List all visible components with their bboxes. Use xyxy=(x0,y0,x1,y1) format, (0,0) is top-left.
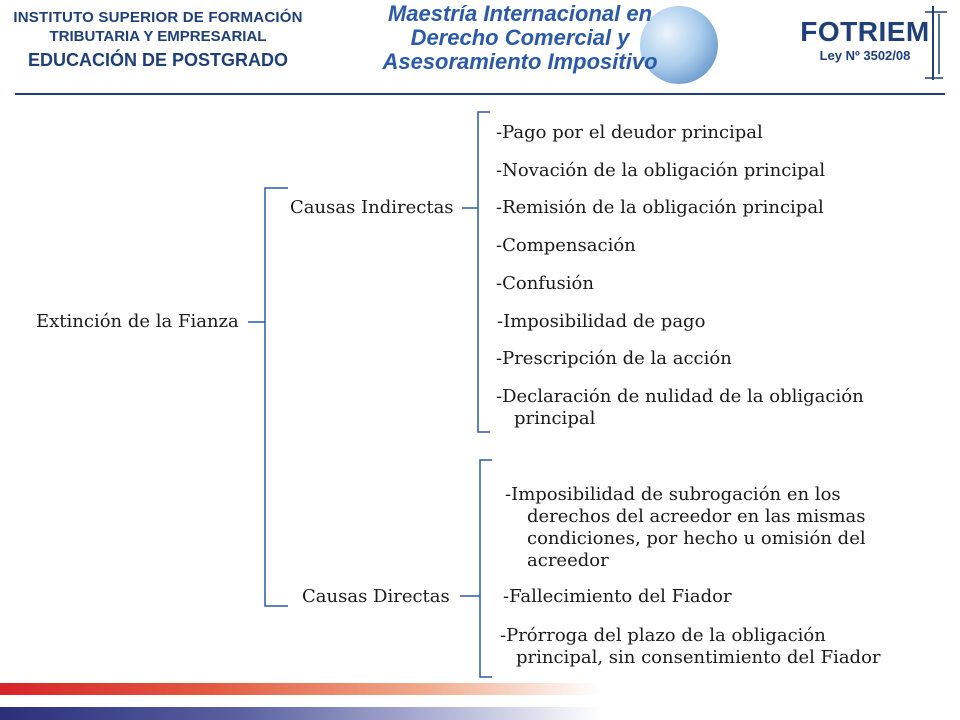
brand-name: FOTRIEM xyxy=(800,16,930,47)
brand-law: Ley Nº 3502/08 xyxy=(819,48,911,63)
institute-line-2: TRIBUTARIA Y EMPRESARIAL xyxy=(49,28,267,45)
indirect-item: -Prescripción de la acción xyxy=(496,348,732,369)
institute-line-1: INSTITUTO SUPERIOR DE FORMACIÓN xyxy=(13,9,303,26)
indirect-item: -Imposibilidad de pago xyxy=(497,311,706,332)
program-line-3: Asesoramiento Impositivo xyxy=(382,49,658,74)
direct-item xyxy=(500,625,910,669)
indirect-item: -Confusión xyxy=(496,273,594,294)
direct-label: Causas Directas xyxy=(302,586,450,607)
program-line-1: Maestría Internacional en xyxy=(387,1,653,26)
footer-bar-blue xyxy=(0,707,600,720)
direct-item xyxy=(505,484,900,572)
direct-item: -Fallecimiento del Fiador xyxy=(503,586,732,607)
indirect-item: -Novación de la obligación principal xyxy=(496,160,826,181)
program-line-2: Derecho Comercial y xyxy=(410,25,630,50)
direct-bracket xyxy=(480,460,492,677)
indirect-label: Causas Indirectas xyxy=(290,197,454,218)
root-label: Extinción de la Fianza xyxy=(36,311,239,332)
indirect-item xyxy=(496,386,891,430)
main-bracket xyxy=(265,188,288,606)
indirect-item: -Remisión de la obligación principal xyxy=(496,197,824,218)
indirect-item: -Compensación xyxy=(496,235,636,256)
indirect-item: -Pago por el deudor principal xyxy=(496,122,763,143)
institute-line-3: EDUCACIÓN DE POSTGRADO xyxy=(27,50,288,70)
indirect-bracket xyxy=(478,112,490,432)
direct-item-text: -Imposibilidad de subrogación en los derechos del acreedor en las mismas condiciones, por hecho u omisión del acreedor xyxy=(505,484,866,571)
indirect-item-text: -Declaración de nulidad de la obligación principal xyxy=(496,386,864,429)
direct-item-text: -Prórroga del plazo de la obligación principal, sin consentimiento del Fiador xyxy=(500,625,881,668)
footer-bar-red xyxy=(0,683,600,695)
